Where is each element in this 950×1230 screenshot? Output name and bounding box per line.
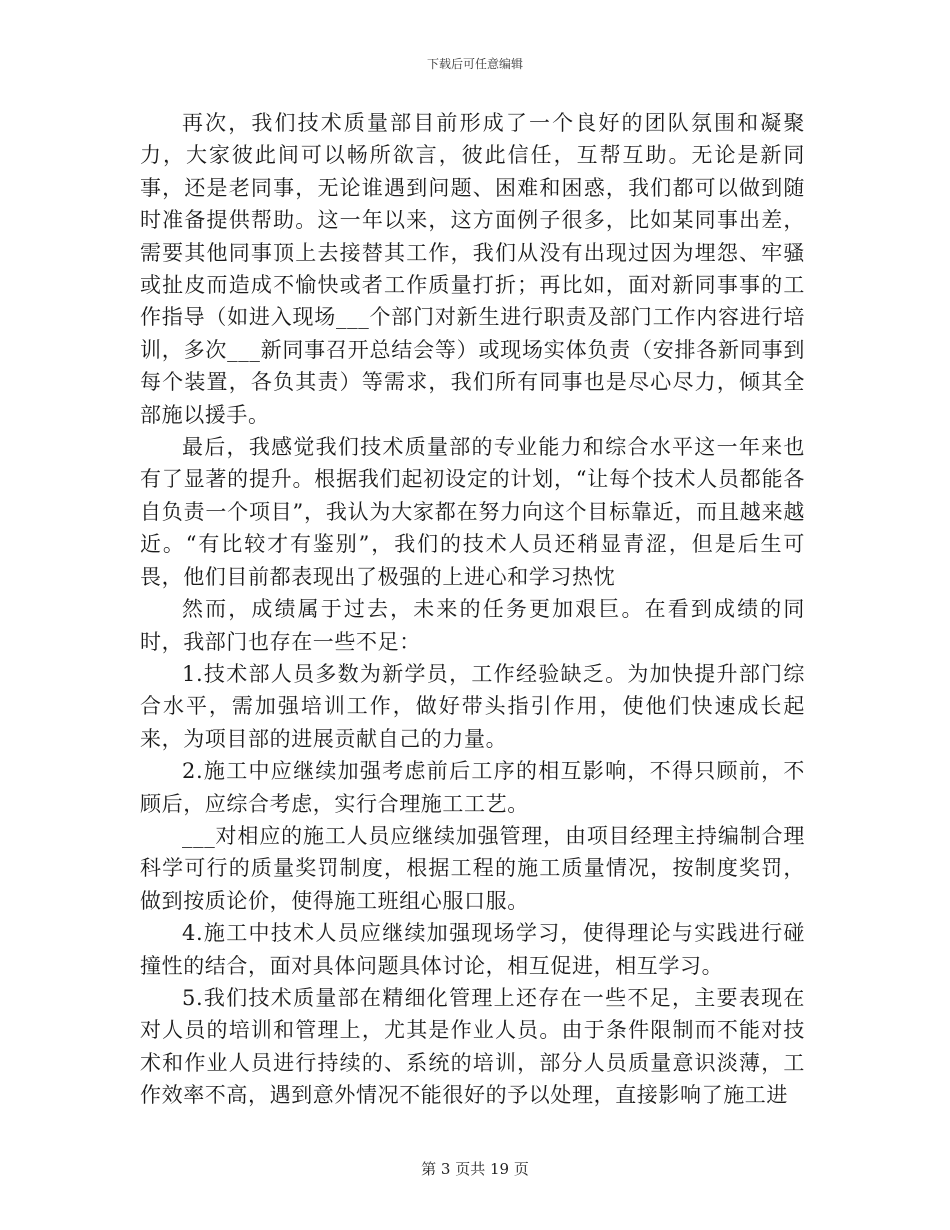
paragraph-professional-ability: 最后，我感觉我们技术质量部的专业能力和综合水平这一年来也有了显著的提升。根据我们起初设定的计划，“让每个技术人员都能各自负责一个项目”，我认为大家都在努力向这个目标靠近，而且越来越近。“有比较才有鉴别”，我们的技术人员还稍显青涩，但是后生可畏，他们目前都表现出了极强的上进心和学习热忱 <box>140 435 805 589</box>
paragraph-item-3: ___对相应的施工人员应继续加强管理，由项目经理主持编制合理科学可行的质量奖罚制度，根据工程的施工质量情况，按制度奖罚，做到按质论价，使得施工班组心服口服。 <box>140 823 805 913</box>
paragraph-item-2: 2.施工中应继续加强考虑前后工序的相互影响，不得只顾前，不顾后，应综合考虑，实行合理施工工艺。 <box>140 759 805 816</box>
page-header: 下载后可任意编辑 <box>426 57 523 71</box>
paragraph-item-1: 1.技术部人员多数为新学员，工作经验缺乏。为加快提升部门综合水平，需加强培训工作，做好带头指引作用，使他们快速成长起来，为项目部的进展贡献自己的力量。 <box>140 661 805 751</box>
document-body <box>140 107 805 1112</box>
paragraph-item-5: 5.我们技术质量部在精细化管理上还存在一些不足，主要表现在对人员的培训和管理上，尤其是作业人员。由于条件限制而不能对技术和作业人员进行持续的、系统的培训，部分人员质量意识淡薄，工作效率不高，遇到意外情况不能很好的予以处理，直接影响了施工进 <box>140 985 805 1108</box>
paragraph-shortcomings-intro: 然而，成绩属于过去，未来的任务更加艰巨。在看到成绩的同时，我部门也存在一些不足： <box>140 597 805 654</box>
paragraph-team-atmosphere: 再次，我们技术质量部目前形成了一个良好的团队氛围和凝聚力，大家彼此间可以畅所欲言，彼此信任，互帮互助。无论是新同事，还是老同事，无论谁遇到问题、困难和困惑，我们都可以做到随时准备提供帮助。这一年以来，这方面例子很多，比如某同事出差，需要其他同事顶上去接替其工作，我们从没有出现过因为埋怨、牢骚或扯皮而造成不愉快或者工作质量打折；再比如，面对新同事事的工作指导（如进入现场___个部门对新生进行职责及部门工作内容进行培训，多次___新同事召开总结会等）或现场实体负责（安排各新同事到每个装置，各负其责）等需求，我们所有同事也是尽心尽力，倾其全部施以援手。 <box>140 111 805 427</box>
page-number: 第 3 页共 19 页 <box>421 1160 529 1178</box>
paragraph-item-4: 4.施工中技术人员应继续加强现场学习，使得理论与实践进行碰撞性的结合，面对具体问题具体讨论，相互促进，相互学习。 <box>140 921 805 978</box>
